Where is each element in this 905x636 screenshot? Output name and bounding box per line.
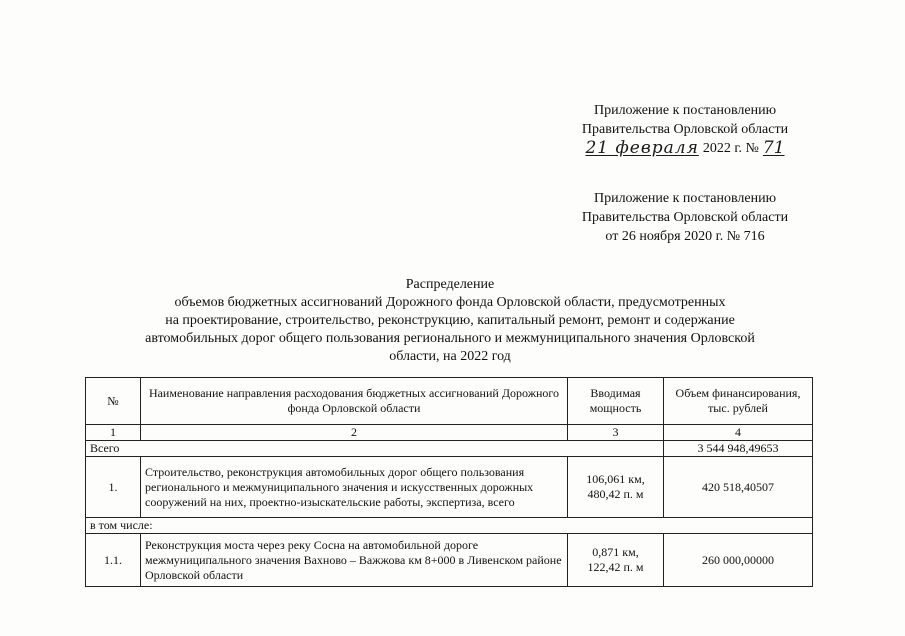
header-amount: Объем финансирования, тыс. рублей bbox=[664, 378, 813, 425]
col-number-3: 3 bbox=[568, 425, 664, 441]
table-subheader-row bbox=[86, 518, 813, 534]
capacity-km: 0,871 км, bbox=[592, 545, 639, 559]
old-header-line1: Приложение к постановлению bbox=[593, 191, 777, 206]
row-name: Реконструкция моста через реку Сосна на автомобильной дороге межмуниципального значения Вахново – Важжова км 8+000 в Ливенском районе Орловской области bbox=[141, 534, 568, 587]
row-capacity bbox=[568, 534, 664, 587]
title-line2: объемов бюджетных ассигнований Дорожного фонда Орловской области, предусмотренных bbox=[174, 295, 726, 310]
row-name: Строительство, реконструкция автомобильных дорог общего пользования регионального и межмуниципального значения и искусственных дорожных сооружений на них, проектно-изыскательские работы, экспертиза, всего bbox=[141, 457, 568, 518]
column-number-row bbox=[86, 425, 813, 441]
col-number-1: 1 bbox=[86, 425, 141, 441]
old-header-line2: Правительства Орловской области bbox=[581, 210, 789, 225]
table-header-row bbox=[86, 378, 813, 425]
old-header-line3: от 26 ноября 2020 г. № 716 bbox=[605, 229, 765, 244]
title-line4: автомобильных дорог общего пользования регионального и межмуниципального значения Орловской bbox=[145, 331, 755, 346]
appendix-header-line1: Приложение к постановлению bbox=[593, 103, 777, 118]
row-num: 1.1. bbox=[86, 534, 141, 587]
total-label: Всего bbox=[86, 441, 664, 457]
budget-table bbox=[85, 377, 813, 587]
header-capacity: Вводимая мощность bbox=[568, 378, 664, 425]
document-title bbox=[100, 276, 800, 366]
row-capacity bbox=[568, 457, 664, 518]
appendix-date-line bbox=[560, 139, 810, 158]
subheader-label: в том числе: bbox=[86, 518, 813, 534]
row-amount: 260 000,00000 bbox=[664, 534, 813, 587]
capacity-m: 122,42 п. м bbox=[587, 560, 644, 574]
appendix-header-old bbox=[560, 189, 810, 246]
table-row-total bbox=[86, 441, 813, 457]
title-line5: области, на 2022 год bbox=[389, 349, 511, 364]
table-row bbox=[86, 457, 813, 518]
total-amount: 3 544 948,49653 bbox=[664, 441, 813, 457]
row-num: 1. bbox=[86, 457, 141, 518]
capacity-m: 480,42 п. м bbox=[587, 487, 644, 501]
header-num: № bbox=[86, 378, 141, 425]
col-number-4: 4 bbox=[664, 425, 813, 441]
title-line1: Распределение bbox=[405, 277, 495, 292]
capacity-km: 106,061 км, bbox=[586, 472, 645, 486]
year-number-label: 2022 г. № bbox=[702, 141, 759, 156]
handwritten-date: 21 февраля bbox=[585, 138, 699, 158]
title-line3: на проектирование, строительство, реконструкцию, капитальный ремонт, ремонт и содержание bbox=[165, 313, 735, 328]
header-name: Наименование направления расходования бюджетных ассигнований Дорожного фонда Орловской области bbox=[141, 378, 568, 425]
appendix-header-line2: Правительства Орловской области bbox=[581, 122, 789, 137]
handwritten-number: 71 bbox=[762, 138, 785, 158]
col-number-2: 2 bbox=[141, 425, 568, 441]
row-amount: 420 518,40507 bbox=[664, 457, 813, 518]
appendix-header-new bbox=[560, 101, 810, 158]
table-row bbox=[86, 534, 813, 587]
